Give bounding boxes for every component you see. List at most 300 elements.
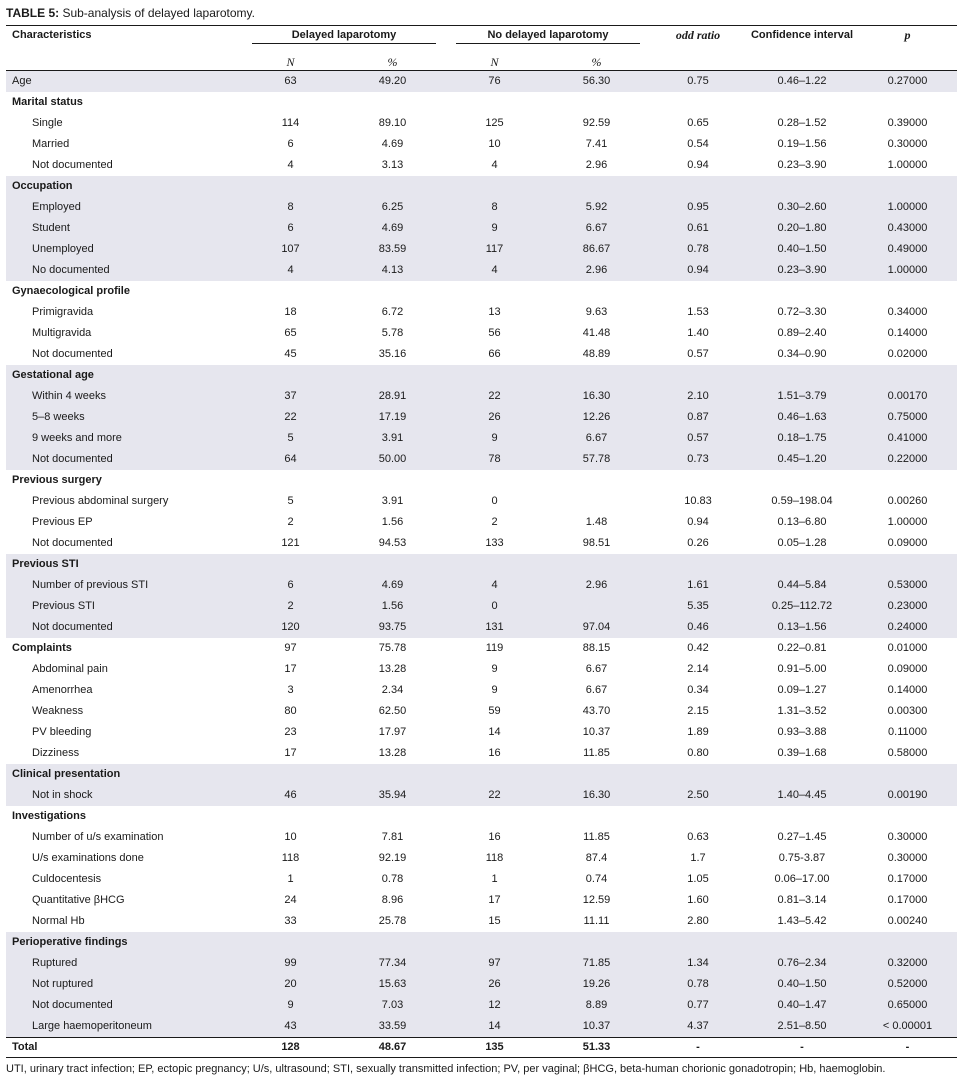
cell-odd-ratio: 0.46 — [650, 617, 746, 638]
cell-n-delayed: 6 — [242, 218, 339, 239]
cell-odd-ratio: 0.80 — [687, 747, 709, 759]
cell-n-no-delayed: 10 — [488, 138, 501, 150]
row-label: Dizziness — [32, 747, 80, 759]
section-row — [6, 554, 957, 575]
cell-pct-delayed — [339, 365, 446, 386]
cell-n-no-delayed: 9 — [491, 663, 498, 675]
cell-pct-no-delayed: 71.85 — [543, 953, 650, 974]
cell-pct-no-delayed: 6.67 — [585, 684, 608, 696]
total-n-delayed: 128 — [281, 1041, 300, 1053]
row-label: Complaints — [12, 642, 72, 654]
table-row — [6, 575, 957, 596]
cell-odd-ratio: 0.26 — [687, 537, 709, 549]
cell-n-no-delayed: 0 — [491, 495, 498, 507]
cell-pct-delayed: 7.03 — [339, 995, 446, 1016]
cell-p-value — [858, 806, 957, 827]
cell-n-no-delayed: 17 — [488, 894, 501, 906]
cell-p-value: 0.01000 — [887, 642, 928, 654]
cell-n-no-delayed: 119 — [485, 642, 504, 654]
table-row — [6, 617, 957, 638]
cell-odd-ratio: 0.54 — [687, 138, 709, 150]
cell-p-value: 0.09000 — [887, 663, 928, 675]
row-label: Age — [6, 71, 242, 93]
cell-odd-ratio: 2.14 — [687, 663, 709, 675]
cell-n-delayed: 120 — [242, 617, 339, 638]
cell-odd-ratio: 0.94 — [650, 260, 746, 281]
cell-odd-ratio: 1.05 — [687, 873, 709, 885]
table-row — [6, 596, 957, 617]
cell-p-value: 0.30000 — [887, 831, 928, 843]
cell-confidence-interval: 0.75-3.87 — [778, 852, 826, 864]
cell-confidence-interval: 0.89–2.40 — [777, 327, 827, 339]
cell-confidence-interval: 0.23–3.90 — [777, 159, 827, 171]
cell-confidence-interval — [746, 176, 858, 197]
cell-p-value: 0.00170 — [858, 386, 957, 407]
row-label: Quantitative βHCG — [32, 894, 125, 906]
cell-n-delayed: 99 — [242, 953, 339, 974]
cell-n-no-delayed: 1 — [491, 873, 498, 885]
cell-odd-ratio: 1.60 — [687, 894, 709, 906]
cell-p-value: 0.24000 — [858, 617, 957, 638]
cell-pct-delayed: 75.78 — [378, 642, 407, 654]
cell-n-delayed: 45 — [284, 348, 297, 360]
row-label: Student — [6, 218, 242, 239]
table-row — [6, 680, 957, 701]
cell-confidence-interval: 0.20–1.80 — [746, 218, 858, 239]
cell-pct-no-delayed: 16.30 — [543, 785, 650, 806]
cell-confidence-interval: 0.34–0.90 — [777, 348, 827, 360]
cell-n-no-delayed: 15 — [488, 915, 501, 927]
cell-confidence-interval: 1.31–3.52 — [777, 705, 827, 717]
cell-p-value — [858, 932, 957, 953]
section-row — [6, 92, 957, 113]
cell-n-delayed: 121 — [281, 537, 300, 549]
cell-n-delayed: 10 — [284, 831, 297, 843]
cell-n-no-delayed — [446, 281, 543, 302]
cell-p-value: 0.34000 — [887, 306, 928, 318]
cell-n-delayed: 22 — [242, 407, 339, 428]
cell-pct-delayed — [339, 176, 446, 197]
cell-confidence-interval: 1.40–4.45 — [746, 785, 858, 806]
cell-odd-ratio — [650, 470, 746, 491]
cell-odd-ratio: 4.37 — [650, 1016, 746, 1038]
cell-p-value: 0.22000 — [858, 449, 957, 470]
cell-pct-no-delayed — [543, 596, 650, 617]
cell-odd-ratio: 0.75 — [650, 71, 746, 93]
cell-p-value — [858, 365, 957, 386]
cell-confidence-interval: 0.46–1.63 — [746, 407, 858, 428]
cell-n-delayed: 2 — [242, 596, 339, 617]
cell-n-no-delayed: 9 — [446, 428, 543, 449]
cell-pct-no-delayed: 1.48 — [585, 516, 608, 528]
cell-p-value: 0.11000 — [888, 726, 927, 738]
cell-n-no-delayed: 9 — [446, 218, 543, 239]
cell-n-delayed: 37 — [242, 386, 339, 407]
cell-odd-ratio: 0.95 — [650, 197, 746, 218]
cell-n-no-delayed: 78 — [446, 449, 543, 470]
cell-confidence-interval — [746, 365, 858, 386]
row-label: U/s examinations done — [32, 852, 144, 864]
row-label: Investigations — [12, 810, 86, 822]
total-row — [6, 1038, 957, 1058]
row-label: Previous STI — [6, 554, 242, 575]
section-row — [6, 365, 957, 386]
cell-n-delayed — [242, 764, 339, 785]
cell-n-no-delayed: 4 — [446, 260, 543, 281]
cell-confidence-interval: 0.81–3.14 — [777, 894, 827, 906]
table-row — [6, 386, 957, 407]
header-pct-no-delayed: % — [591, 54, 602, 69]
cell-pct-no-delayed: 97.04 — [543, 617, 650, 638]
cell-n-delayed: 6 — [242, 575, 339, 596]
row-label: Weakness — [32, 705, 84, 717]
cell-n-delayed: 114 — [281, 117, 300, 129]
table-row — [6, 155, 957, 176]
table-row — [6, 197, 957, 218]
cell-pct-no-delayed — [543, 554, 650, 575]
cell-odd-ratio: 1.61 — [650, 575, 746, 596]
table-row — [6, 134, 957, 155]
cell-pct-no-delayed: 6.67 — [543, 218, 650, 239]
cell-pct-no-delayed: 16.30 — [543, 386, 650, 407]
cell-pct-delayed: 83.59 — [339, 239, 446, 260]
cell-pct-no-delayed: 88.15 — [582, 642, 611, 654]
cell-pct-delayed — [339, 281, 446, 302]
cell-pct-no-delayed — [543, 491, 650, 512]
cell-n-delayed: 97 — [284, 642, 297, 654]
row-label: Primigravida — [32, 306, 94, 318]
cell-pct-no-delayed: 98.51 — [582, 537, 611, 549]
cell-pct-delayed: 6.72 — [381, 306, 404, 318]
cell-confidence-interval — [746, 554, 858, 575]
cell-p-value — [858, 764, 957, 785]
cell-pct-delayed — [339, 470, 446, 491]
row-label: Previous abdominal surgery — [32, 495, 169, 507]
cell-n-delayed: 17 — [284, 747, 297, 759]
cell-pct-delayed: 0.78 — [381, 873, 404, 885]
cell-n-delayed: 18 — [284, 306, 297, 318]
cell-n-delayed: 63 — [242, 71, 339, 93]
table-row — [6, 827, 957, 848]
row-label: Not in shock — [6, 785, 242, 806]
cell-pct-delayed: 7.81 — [381, 831, 404, 843]
row-label: PV bleeding — [32, 726, 92, 738]
row-label: Large haemoperitoneum — [6, 1016, 242, 1038]
cell-confidence-interval: 0.13–1.56 — [746, 617, 858, 638]
table-row — [6, 974, 957, 995]
cell-pct-delayed: 50.00 — [339, 449, 446, 470]
cell-odd-ratio: 0.57 — [650, 428, 746, 449]
table-row — [6, 701, 957, 722]
cell-pct-no-delayed: 41.48 — [582, 327, 611, 339]
row-label: Previous STI — [6, 596, 242, 617]
cell-n-no-delayed: 14 — [446, 1016, 543, 1038]
cell-odd-ratio: 0.94 — [687, 159, 709, 171]
cell-n-delayed: 6 — [287, 138, 294, 150]
row-label: Not documented — [6, 449, 242, 470]
cell-n-no-delayed: 9 — [491, 684, 498, 696]
cell-pct-delayed: 13.28 — [378, 747, 407, 759]
cell-confidence-interval: 0.27–1.45 — [777, 831, 827, 843]
cell-confidence-interval: 0.72–3.30 — [777, 306, 827, 318]
cell-n-no-delayed — [446, 932, 543, 953]
cell-pct-delayed: 6.25 — [339, 197, 446, 218]
cell-pct-delayed: 13.28 — [378, 663, 407, 675]
table-row — [6, 491, 957, 512]
header-no-delayed-group — [446, 26, 650, 55]
cell-pct-no-delayed: 57.78 — [543, 449, 650, 470]
cell-pct-delayed: 3.91 — [339, 428, 446, 449]
cell-pct-no-delayed: 6.67 — [585, 663, 608, 675]
table-row — [6, 344, 957, 365]
cell-pct-no-delayed: 2.96 — [543, 260, 650, 281]
row-label: Abdominal pain — [32, 663, 108, 675]
total-confidence-interval: - — [800, 1041, 804, 1053]
cell-confidence-interval: 0.40–1.47 — [746, 995, 858, 1016]
cell-p-value: 1.00000 — [887, 159, 928, 171]
cell-n-delayed — [242, 365, 339, 386]
table-row — [6, 302, 957, 323]
row-label: Normal Hb — [32, 915, 85, 927]
table-row — [6, 743, 957, 764]
cell-pct-delayed: 3.91 — [381, 495, 404, 507]
cell-pct-delayed: 35.16 — [378, 348, 407, 360]
cell-confidence-interval: 0.28–1.52 — [777, 117, 827, 129]
table-row — [6, 785, 957, 806]
cell-n-no-delayed: 16 — [488, 831, 501, 843]
table-row — [6, 869, 957, 890]
cell-n-delayed: 1 — [287, 873, 294, 885]
cell-p-value: 0.41000 — [858, 428, 957, 449]
cell-pct-no-delayed: 10.37 — [543, 1016, 650, 1038]
cell-pct-delayed — [339, 806, 446, 827]
cell-n-no-delayed: 4 — [446, 575, 543, 596]
total-pct-no-delayed: 51.33 — [582, 1041, 611, 1053]
table-footnote: UTI, urinary tract infection; EP, ectopic pregnancy; U/s, ultrasound; STI, sexually transmitted infection; PV, per vaginal; βHCG, beta-human chorionic gonadotropin; Hb, haemoglobin. — [6, 1063, 886, 1075]
row-label: No documented — [6, 260, 242, 281]
header-blank — [746, 54, 858, 71]
cell-confidence-interval: 0.76–2.34 — [746, 953, 858, 974]
cell-confidence-interval: 1.51–3.79 — [746, 386, 858, 407]
cell-p-value: 0.14000 — [887, 684, 928, 696]
cell-p-value — [858, 470, 957, 491]
table-row — [6, 407, 957, 428]
cell-n-delayed: 20 — [242, 974, 339, 995]
section-row — [6, 281, 957, 302]
cell-odd-ratio: 1.40 — [687, 327, 709, 339]
cell-pct-delayed: 4.69 — [339, 575, 446, 596]
cell-n-delayed: 64 — [242, 449, 339, 470]
cell-pct-delayed: 17.19 — [339, 407, 446, 428]
cell-n-delayed: 23 — [284, 726, 297, 738]
cell-pct-delayed: 3.13 — [381, 159, 404, 171]
cell-odd-ratio: 0.78 — [650, 239, 746, 260]
cell-n-delayed — [242, 281, 339, 302]
cell-n-no-delayed — [446, 470, 543, 491]
table-row — [6, 428, 957, 449]
table-row — [6, 953, 957, 974]
cell-n-delayed — [242, 932, 339, 953]
cell-confidence-interval: 1.43–5.42 — [777, 915, 827, 927]
cell-confidence-interval — [746, 806, 858, 827]
cell-odd-ratio: 0.42 — [687, 642, 709, 654]
cell-n-delayed: 33 — [284, 915, 297, 927]
cell-confidence-interval: 0.18–1.75 — [746, 428, 858, 449]
cell-p-value: 0.14000 — [887, 327, 928, 339]
header-blank — [650, 54, 746, 71]
cell-pct-delayed: 4.69 — [339, 218, 446, 239]
cell-n-no-delayed — [446, 92, 543, 113]
cell-confidence-interval: 0.46–1.22 — [746, 71, 858, 93]
cell-n-delayed: 5 — [287, 495, 294, 507]
table-row — [6, 1016, 957, 1038]
cell-odd-ratio: 2.15 — [687, 705, 709, 717]
header-p: p — [904, 28, 911, 42]
cell-n-no-delayed — [446, 176, 543, 197]
cell-pct-delayed: 93.75 — [339, 617, 446, 638]
cell-confidence-interval: 0.44–5.84 — [746, 575, 858, 596]
section-row — [6, 806, 957, 827]
cell-n-no-delayed: 125 — [485, 117, 504, 129]
cell-n-no-delayed: 26 — [446, 407, 543, 428]
cell-pct-no-delayed: 48.89 — [582, 348, 611, 360]
cell-p-value: 0.30000 — [887, 852, 928, 864]
cell-pct-no-delayed: 2.96 — [543, 575, 650, 596]
table-row — [6, 512, 957, 533]
cell-confidence-interval — [746, 764, 858, 785]
cell-odd-ratio — [650, 176, 746, 197]
cell-p-value: 1.00000 — [858, 197, 957, 218]
cell-n-no-delayed: 97 — [446, 953, 543, 974]
cell-p-value: 0.30000 — [887, 138, 928, 150]
total-label: Total — [12, 1041, 38, 1053]
cell-confidence-interval: 0.23–3.90 — [746, 260, 858, 281]
cell-pct-no-delayed: 0.74 — [585, 873, 608, 885]
cell-pct-delayed: 28.91 — [339, 386, 446, 407]
cell-p-value: 0.53000 — [858, 575, 957, 596]
cell-odd-ratio: 2.80 — [687, 915, 709, 927]
row-label: Single — [32, 117, 63, 129]
row-label: Previous EP — [32, 516, 93, 528]
cell-p-value: 1.00000 — [858, 260, 957, 281]
cell-n-delayed — [242, 470, 339, 491]
cell-p-value — [858, 281, 957, 302]
cell-n-delayed: 5 — [242, 428, 339, 449]
cell-p-value — [858, 176, 957, 197]
row-label: Married — [32, 138, 70, 150]
cell-odd-ratio: 5.35 — [650, 596, 746, 617]
cell-confidence-interval — [746, 932, 858, 953]
cell-pct-no-delayed: 56.30 — [543, 71, 650, 93]
row-label: Number of previous STI — [6, 575, 242, 596]
cell-confidence-interval: 0.09–1.27 — [777, 684, 827, 696]
cell-n-no-delayed: 117 — [446, 239, 543, 260]
cell-n-no-delayed — [446, 764, 543, 785]
cell-pct-no-delayed — [543, 470, 650, 491]
row-label: Not documented — [32, 537, 113, 549]
cell-p-value: 1.00000 — [887, 516, 928, 528]
cell-n-delayed: 46 — [242, 785, 339, 806]
cell-odd-ratio — [650, 281, 746, 302]
cell-pct-delayed — [339, 92, 446, 113]
caption-text: Sub-analysis of delayed laparotomy. — [59, 6, 255, 20]
cell-pct-delayed: 8.96 — [381, 894, 404, 906]
total-p-value: - — [905, 1041, 910, 1053]
cell-p-value: 0.58000 — [887, 747, 928, 759]
cell-n-no-delayed: 16 — [488, 747, 501, 759]
cell-pct-no-delayed: 11.85 — [583, 747, 610, 759]
header-delayed-group — [242, 26, 446, 55]
cell-odd-ratio: 2.50 — [650, 785, 746, 806]
cell-confidence-interval — [746, 470, 858, 491]
cell-p-value: 0.09000 — [887, 537, 928, 549]
cell-pct-delayed: 92.19 — [378, 852, 407, 864]
cell-pct-delayed: 35.94 — [339, 785, 446, 806]
row-label: Gestational age — [6, 365, 242, 386]
cell-pct-delayed — [339, 764, 446, 785]
cell-pct-no-delayed — [543, 365, 650, 386]
cell-n-delayed: 8 — [242, 197, 339, 218]
cell-pct-no-delayed: 8.89 — [543, 995, 650, 1016]
total-n-no-delayed: 135 — [485, 1041, 504, 1053]
cell-odd-ratio: 0.78 — [650, 974, 746, 995]
row-label: Gynaecological profile — [12, 285, 130, 297]
cell-p-value: 0.43000 — [858, 218, 957, 239]
row-label: Not ruptured — [6, 974, 242, 995]
cell-odd-ratio: 0.65 — [687, 117, 709, 129]
cell-pct-no-delayed: 11.11 — [583, 915, 610, 927]
table-row — [6, 995, 957, 1016]
cell-p-value: 0.17000 — [887, 894, 928, 906]
cell-confidence-interval: 2.51–8.50 — [746, 1016, 858, 1038]
data-table — [6, 25, 957, 1058]
table-row — [6, 722, 957, 743]
cell-pct-no-delayed: 10.37 — [582, 726, 611, 738]
header-n-delayed: N — [286, 54, 295, 69]
cell-n-no-delayed: 14 — [488, 726, 501, 738]
table-row — [6, 848, 957, 869]
cell-n-no-delayed: 76 — [446, 71, 543, 93]
table-row — [6, 71, 957, 93]
cell-odd-ratio — [650, 365, 746, 386]
cell-pct-no-delayed: 11.85 — [583, 831, 610, 843]
cell-pct-no-delayed — [543, 92, 650, 113]
cell-pct-no-delayed — [543, 932, 650, 953]
cell-pct-delayed: 62.50 — [378, 705, 407, 717]
cell-odd-ratio: 10.83 — [684, 495, 712, 507]
cell-n-delayed: 107 — [242, 239, 339, 260]
cell-odd-ratio: 1.7 — [690, 852, 706, 864]
cell-pct-delayed: 17.97 — [378, 726, 407, 738]
cell-pct-no-delayed — [543, 764, 650, 785]
cell-p-value: < 0.00001 — [858, 1016, 957, 1038]
cell-n-no-delayed: 22 — [446, 785, 543, 806]
cell-pct-no-delayed: 12.26 — [543, 407, 650, 428]
cell-n-no-delayed: 56 — [488, 327, 501, 339]
cell-odd-ratio: 0.94 — [687, 516, 709, 528]
header-delayed: Delayed laparotomy — [252, 30, 436, 44]
section-row — [6, 764, 957, 785]
cell-n-no-delayed: 8 — [446, 197, 543, 218]
cell-p-value: 0.00190 — [858, 785, 957, 806]
cell-pct-delayed — [339, 932, 446, 953]
cell-odd-ratio: 2.10 — [650, 386, 746, 407]
cell-n-no-delayed — [446, 806, 543, 827]
cell-n-no-delayed: 2 — [491, 516, 498, 528]
cell-n-no-delayed: 59 — [488, 705, 501, 717]
cell-confidence-interval: 0.91–5.00 — [777, 663, 827, 675]
cell-pct-delayed: 33.59 — [339, 1016, 446, 1038]
